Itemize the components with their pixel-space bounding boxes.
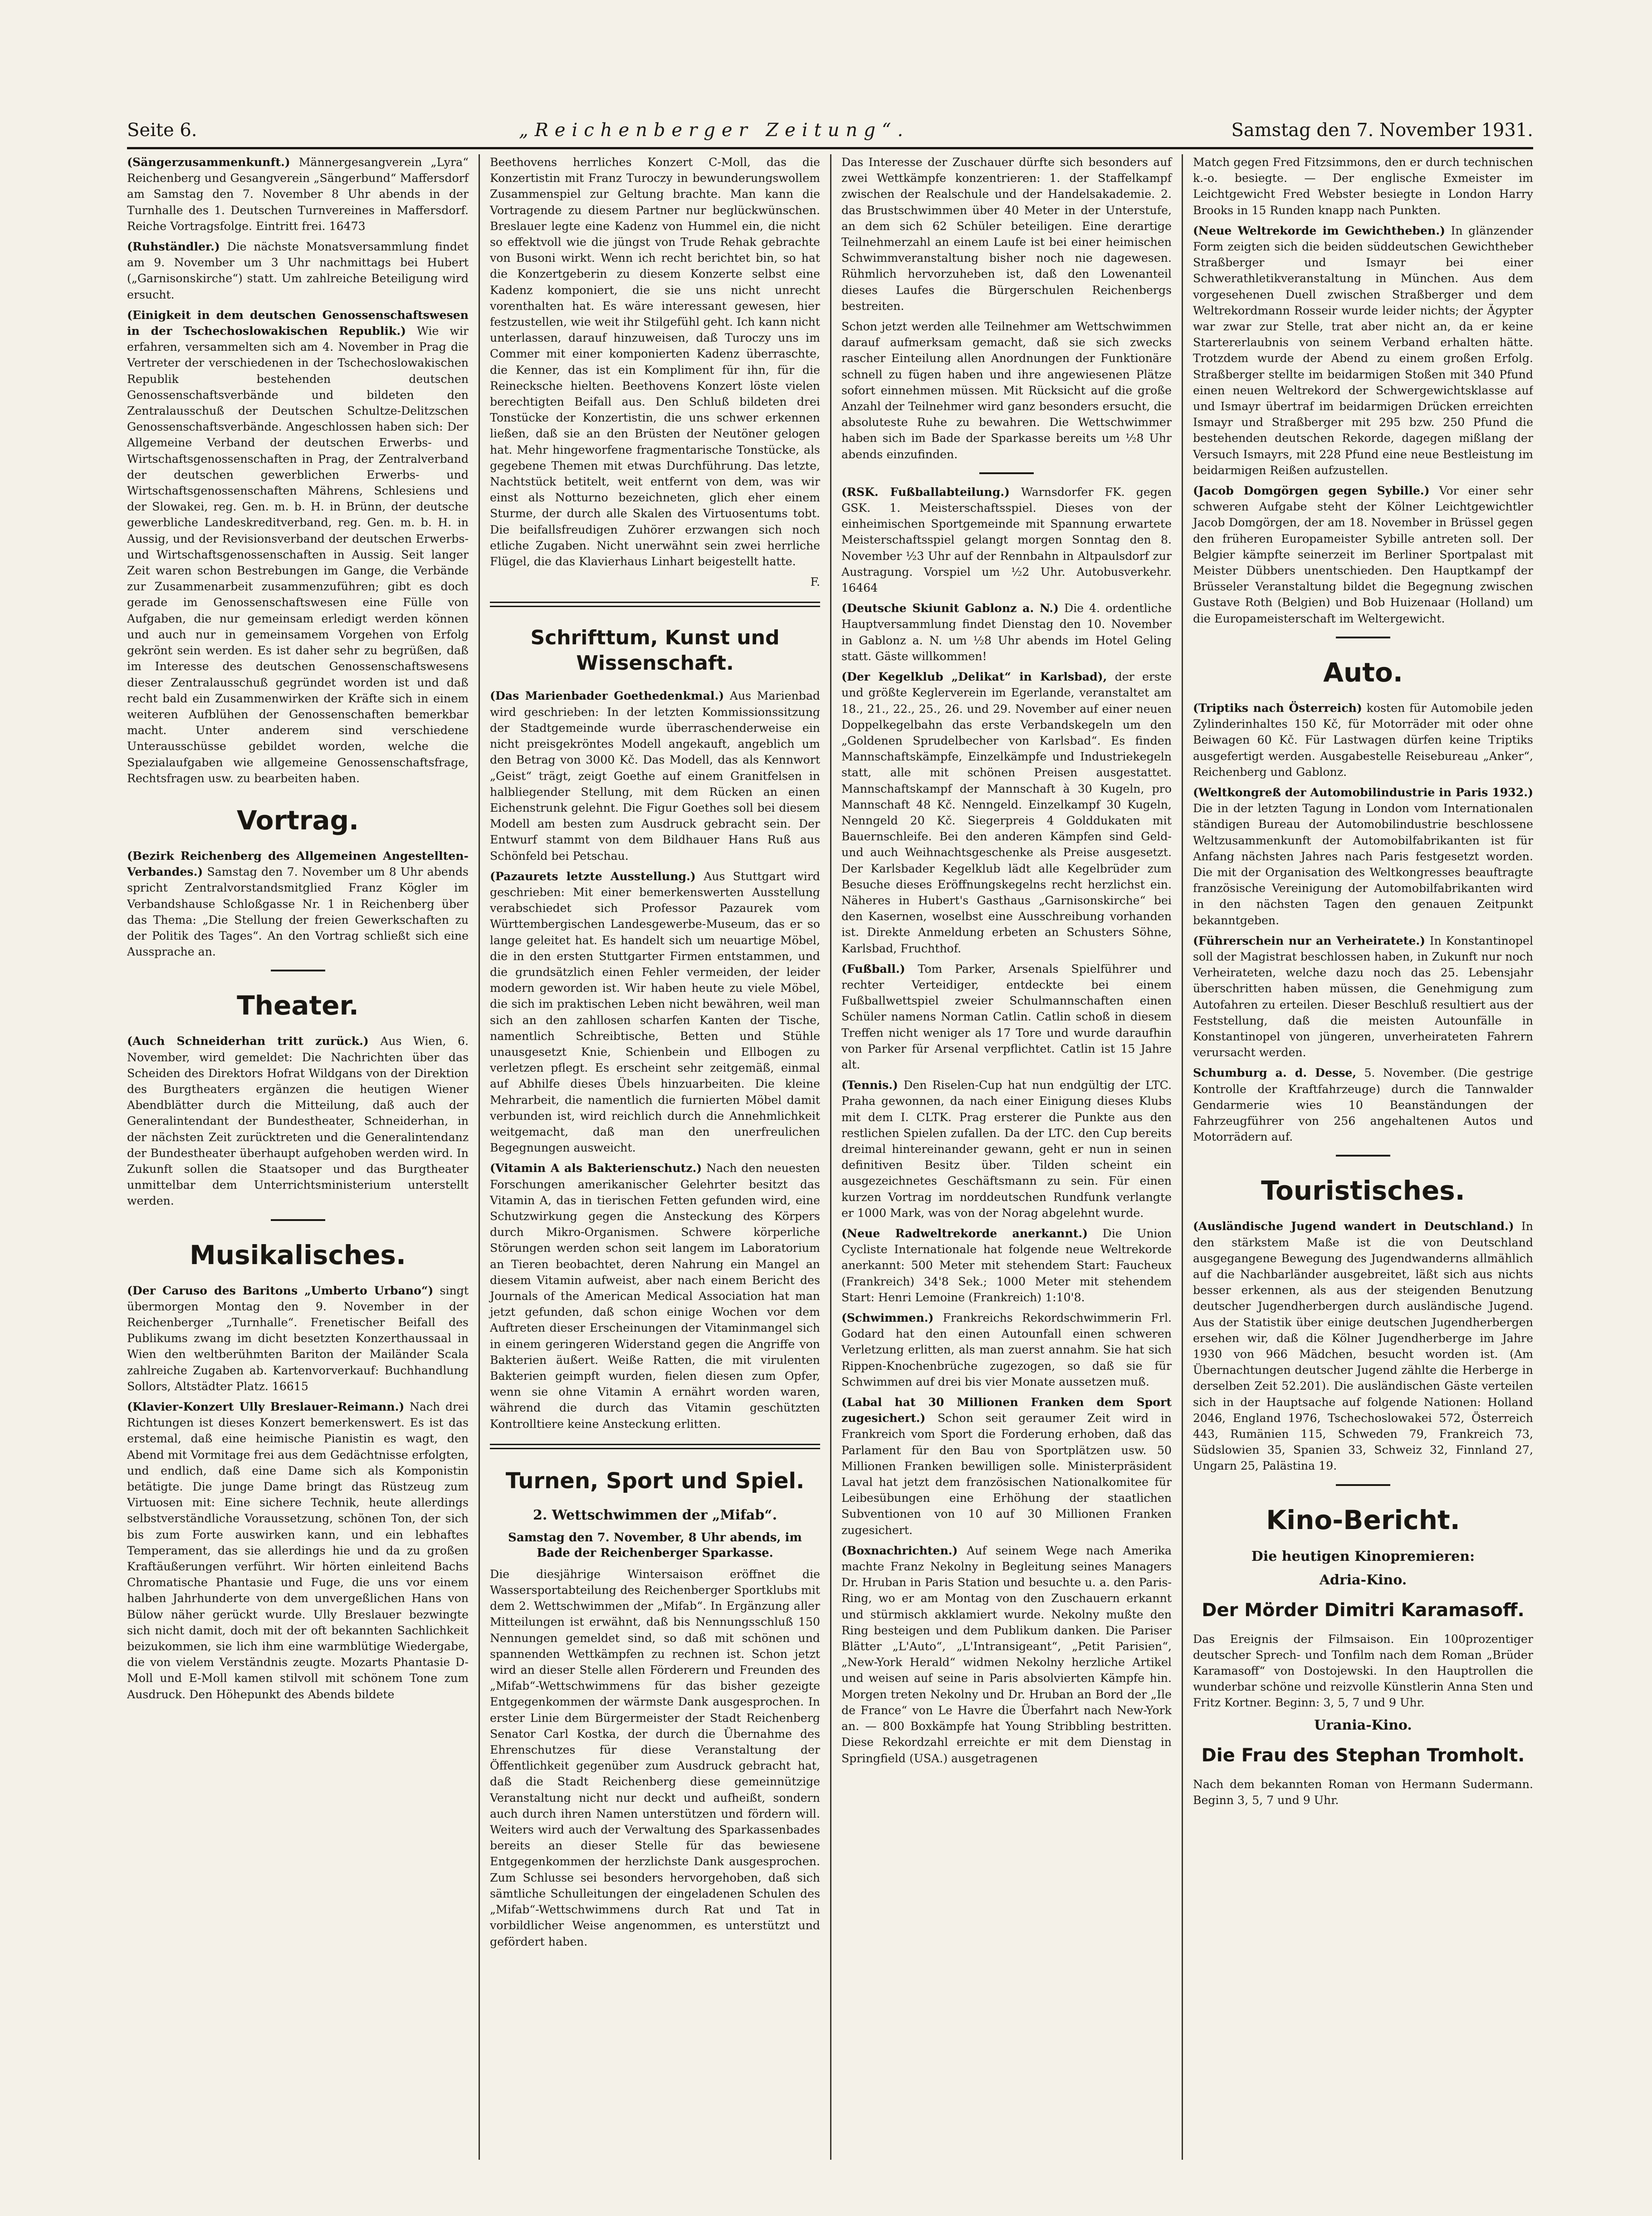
article-heading: (Ruhständler.) — [127, 240, 220, 254]
article-heading: (Neue Weltrekorde im Gewichtheben.) — [1193, 223, 1446, 237]
article-angestellten-verband — [127, 848, 469, 960]
article-text: Die Union Cycliste Internationale hat folgende neue Weltrekorde anerkannt: 500 Meter mit stehendem Start: Faucheux (Frankreich) 34'8 Sek.; 1000 Meter mit stehendem Start: Henri Lemoine (Frankreich) 1:10'8. — [841, 1227, 1172, 1304]
article-domgoergen — [1193, 483, 1533, 627]
article-text: Die 4. ordentliche Hauptversammlung findet Dienstag den 10. November in Gablonz a. N. um ½8 Uhr abends im Hotel Geling statt. Gäste willkommen! — [841, 602, 1172, 663]
divider — [271, 970, 325, 971]
column-4 — [1182, 154, 1533, 2160]
section-heading-auto: Auto. — [1323, 657, 1403, 688]
article-tennis — [841, 1077, 1172, 1221]
article-konzert-continued — [490, 154, 820, 569]
article-heading: (Bezirk Reichenberg des Allgemeinen Angestellten-Verbandes.) — [127, 848, 469, 879]
article-schumburg — [1193, 1065, 1533, 1145]
film-description-tromholt — [1193, 1776, 1533, 1808]
article-text: Aus Wien, 6. November, wird gemeldet: Die Nachrichten über das Scheiden des Direktors Hofrat Wildgans von der Direktion des Burgtheaters ergänzen die heutigen Wiener Abendblätter durch die Mitteilung, daß auch der Generalintendant der Bundestheater, Schneiderhan, in der nächsten Zeit zurücktreten und die Generalintendanz der Bundestheater überhaupt aufgehoben werden wird. In Zukunft sollen die Staatsoper und das Burgtheater unmittelbar dem Unterrichtsministerium unterstellt werden. — [127, 1034, 469, 1208]
article-goethedenkmal — [490, 688, 820, 863]
article-text: Auf seinem Wege nach Amerika machte Franz Nekolny in Begleitung seines Managers Dr. Hruban in Paris Station und besuchte u. a. den Paris-Ring, wo er am Montag von den Zuschauern erkannt und stürmisch akklamiert wurde. Nekolny mußte den Ring besteigen und dem Publikum danken. Die Pariser Blätter „L'Auto“, „L'Intransigeant“, „Petit Parisien“, „New-York Herald“ widmen Nekolny herzliche Artikel und weisen auf seine in Paris absolvierten Kämpfe hin. Morgen treten Nekolny und Dr. Hruban an Bord der „Ile de France“ von Le Havre die Überfahrt nach New-York an. — 800 Boxkämpfe hat Young Stribbling bestritten. Diese Rekordzahl erreichte er mit dem Dienstag in Springfield (USA.) ausgetragenen — [841, 1544, 1172, 1765]
kino-adria: Adria-Kino. — [1319, 1572, 1407, 1588]
article-text: In Konstantinopel soll der Magistrat beschlossen haben, in Zukunft nur noch Verheirateten, welche dazu noch das 25. Lebensjahr überschritten haben müssen, die Genehmigung zum Autofahren zu erteilen. Dieser Beschluß resultiert aus der Feststellung, daß die meisten Autounfälle in Konstantinopel von jüngeren, unverheirateten Fahrern verursacht werden. — [1193, 934, 1533, 1059]
article-heading: (Der Kegelklub „Delikat“ in Karlsbad), — [841, 670, 1107, 684]
article-heading: (Neue Radweltrekorde anerkannt.) — [841, 1226, 1088, 1240]
column-1 — [127, 154, 479, 2160]
divider — [271, 1219, 325, 1221]
article-text: Warnsdorfer FK. gegen GSK. 1. Meisterschaftsspiel. Dieses von der einheimischen Sportgemeinde mit Spannung erwartete Meisterschaftsspiel gelangt morgen Sonntag den 8. November ½3 Uhr auf der Rennbahn in Altpaulsdorf zur Austragung. Vorspiel um ½2 Uhr. Autobusverkehr. 16464 — [841, 485, 1172, 595]
article-text: Die nächste Monatsversammlung findet am 9. November um 3 Uhr nachmittags bei Hubert („Garnisonskirche“) statt. Um zahlreiche Beteiligung wird ersucht. — [127, 240, 469, 301]
article-text: Aus Marienbad wird geschrieben: In der letzten Kommissionssitzung der Stadtgemeinde wurde überraschenderweise ein nicht preisgekröntes Modell angekauft, angeblich um den Betrag von 3000 Kč. Das Modell, das als Kennwort „Geist“ trägt, zeigt Goethe auf einem Granitfelsen in halbliegender Stellung, mit dem Rücken an einen Eichenstrunk gelehnt. Die Figur Goethes soll bei diesem Modell am besten zum Ausdruck gebracht sein. Der Entwurf stammt von dem Bildhauer Hans Ruß aus Schönfeld bei Petschau. — [490, 689, 821, 863]
article-genossenschaftswesen — [127, 307, 469, 786]
kino-subheading: Die heutigen Kinopremieren: — [1251, 1548, 1475, 1564]
newspaper-title: „Reichenberger Zeitung“. — [518, 120, 910, 141]
article-wettschwimmen-continued — [841, 154, 1172, 314]
article-signature: F. — [810, 575, 820, 589]
article-laval-sport — [841, 1394, 1172, 1538]
article-fussballabteilung — [841, 484, 1172, 596]
article-fuehrerschein — [1193, 933, 1533, 1061]
article-heading: (Boxnachrichten.) — [841, 1543, 958, 1557]
article-heading: (Sängerzusammenkunft.) — [127, 155, 290, 169]
article-pazaurek — [490, 868, 820, 1156]
section-heading-turnen: Turnen, Sport und Spiel. — [505, 1468, 805, 1494]
section-heading-schrifttum: Schrifttum, Kunst und Wissenschaft. — [530, 626, 780, 675]
column-3 — [830, 154, 1182, 2160]
article-text: Frankreichs Rekordschwimmerin Frl. Godard hat den einen Autounfall einen schweren Verletzung erlitten, als man zuerst annahm. Sie hat sich Rippen-Knochenbrüche zugezogen, so daß sie für Schwimmen auf drei bis vier Monate aussetzen muß. — [841, 1311, 1172, 1388]
article-text: In glänzender Form zeigten sich die beiden süddeutschen Gewichtheber Straßberger und Ismayr bei einer Schwerathletikveranstaltung in München. Aus dem vorgesehenen Duell zwischen Straßberger und dem Weltrekordmann Rosseir wurde leider nichts; der Ägypter war zwar zur Stelle, trat aber nicht an, da er keine Startererlaubnis von seinem Verband erhalten hätte. Trotzdem wurde der Abend zu einem großen Erfolg. Straßberger stellte im beidarmigen Stoßen mit 340 Pfund einen neuen Weltrekord der Schwergewichtsklasse auf und Ismayr übertraf im beidarmigen Drücken erreichten Ismayr und Straßberger mit 295 bzw. 250 Pfund die bestehenden deutschen Rekorde, dagegen mißlang der Versuch Ismayrs, mit 228 Pfund eine neue Bestleistung im beidarmigen Reißen aufzustellen. — [1193, 224, 1533, 477]
article-heading: (Labal hat 30 Millionen Franken dem Sport zugesichert.) — [841, 1395, 1172, 1425]
article-text: Schon seit geraumer Zeit wird in Frankreich vom Sport die Forderung erhoben, daß das Parlament für den Bau von Sportplätzen usw. 50 Millionen Franken bewilligen solle. Ministerpräsident Laval hat jetzt dem französischen Nationalkomitee für Leibesübungen eine Erhöhung der staatlichen Subventionen von 10 auf 30 Millionen Franken zugesichert. — [841, 1412, 1172, 1537]
divider — [490, 602, 820, 607]
article-weltkongress — [1193, 784, 1533, 928]
article-wettschwimmen — [490, 1566, 820, 1950]
article-ruhestaendler — [127, 239, 469, 303]
article-vitamin-a — [490, 1160, 820, 1432]
article-text: Nach den neuesten Forschungen amerikanischer Gelehrter besitzt das Vitamin A, das in tierischen Fetten gefunden wird, eine Schutzwirkung gegen die Ansteckung des Körpers durch Mikro-Organismen. Schwere körperliche Störungen werden schon seit langem im Laboratorium an Tieren beobachtet, deren Nahrung ein Mangel an diesem Vitamin aufweist, aber nach einem Bericht des Journals of the American Medical Association hat man jetzt gefunden, daß schon einige Wochen vor dem Auftreten dieser Erscheinungen der Vitaminmangel sich in einem geringeren Widerstand gegen die Angriffe von Bakterien äußert. Weiße Ratten, die mit virulenten Bakterien geimpft wurden, fielen diesen zum Opfer, wenn sie ohne Vitamin A ernährt worden waren, während die durch das Vitamin geschützten Kontrolltiere keine Ansteckung erlitten. — [490, 1162, 820, 1431]
article-text: Nach dem bekannten Roman von Hermann Sudermann. Beginn 3, 5, 7 und 9 Uhr. — [1193, 1777, 1533, 1807]
subheading-wettschwimmen: 2. Wettschwimmen der „Mifab“. — [533, 1507, 777, 1523]
article-heading: Schumburg a. d. Desse, — [1193, 1066, 1357, 1080]
kino-urania: Urania-Kino. — [1314, 1717, 1412, 1733]
article-heading: (Ausländische Jugend wandert in Deutschland.) — [1193, 1219, 1514, 1233]
article-heading: (Deutsche Skiunit Gablonz a. N.) — [841, 601, 1059, 615]
divider — [979, 472, 1034, 474]
article-text: Das Ereignis der Filmsaison. Ein 100prozentiger deutscher Sprech- und Tonfilm nach dem Roman „Brüder Karamasoff“ von Dostojewski. In den Hauptrollen die wunderbar schöne und reizvolle Künstlerin Anna Sten und Fritz Kortner. Beginn: 3, 5, 7 und 9 Uhr. — [1193, 1632, 1533, 1710]
article-text: der erste und größte Keglerverein im Egerlande, veranstaltet am 18., 21., 22., 25., 26. und 29. November auf einer neuen Doppelkegelbahn das erste Verbandskegeln um den „Goldenen Sprudelbecher von Karlsbad“. Es finden Mannschaftskämpfe, Einzelkämpfe und Industriekegeln statt, alle mit schönen Preisen ausgestattet. Mannschaftskampf der Mannschaft à 30 Kugeln, pro Mannschaft 48 Kč. Nenngeld. Einzelkampf 30 Kugeln, Nenngeld 20 Kč. Siegerpreis 4 Golddukaten mit Bauernschleife. Bei den anderen Kämpfen sind Geld- und auch Weihnachtsgeschenke als Preise ausgesetzt. Der Karlsbader Kegelklub lädt alle Kegelbrüder zum Besuche dieses Eröffnungskegelns recht herzlichst ein. Näheres in Hubert's Gasthaus „Garnisonskirche“ bei den Kasernen, woselbst eine Ausschreibung vorhanden ist. Direkte Anmeldung erbeten an Schusters Söhne, Karlsbad, Fruchthof. — [841, 670, 1172, 955]
article-skiunion — [841, 600, 1172, 664]
article-text: Die diesjährige Wintersaison eröffnet die Wassersportabteilung des Reichenberger Sportklubs mit dem 2. Wettschwimmen der „Mifab“. In Ergänzung aller Mitteilungen ist erwähnt, daß bis Nennungsschluß 150 Nennungen gemeldet sind, so daß mit schönen und spannenden Wettkämpfen zu rechnen ist. Schon jetzt wird an dieser Stelle allen Förderern und Freunden des „Mifab“-Wettschwimmens für das bisher gezeigte Entgegenkommen der wärmste Dank ausgesprochen. In erster Linie dem Bürgermeister der Stadt Reichenberg Senator Carl Kostka, der durch die Übernahme des Ehrenschutzes für diese Veranstaltung der Öffentlichkeit gegenüber zum Ausdruck gebracht hat, daß die Stadt Reichenberg diese gemeinnützige Veranstaltung nicht nur deckt und aufheißt, sondern auch durch ihren Namen unterstützen und fördern will. Weiters wird auch der Verwaltung des Sparkassenbades bereits an dieser Stelle für das bewiesene Entgegenkommen der herzlichste Dank ausgesprochen. Zum Schlusse sei besonders hervorgehoben, daß sich sämtliche Schulleitungen der eingeladenen Schulen des „Mifab“-Wettschwimmens durch Rat und Tat in vorbildlicher Weise angenommen, es unterstützt und gefördert haben. — [490, 1567, 820, 1948]
article-kegelklub — [841, 669, 1172, 956]
article-text: Männergesangverein „Lyra“ Reichenberg und Gesangverein „Sängerbund“ Maffersdorf am Samstag den 7. November 8 Uhr abends in der Turnhalle des 1. Deutschen Turnvereines in Maffersdorf. Reiche Vortragsfolge. Eintritt frei. 16473 — [127, 156, 469, 233]
article-urbano — [127, 1283, 469, 1394]
article-text: Match gegen Fred Fitzsimmons, den er durch technischen k.-o. besiegte. — Der englische Exmeister im Leichtgewicht Fred Webster besiegte in London Harry Brooks in 15 Runden knapp nach Punkten. — [1193, 156, 1533, 217]
article-heading: (Triptiks nach Österreich) — [1193, 701, 1362, 715]
article-text: Aus Stuttgart wird geschrieben: Mit einer bemerkenswerten Ausstellung verabschiedet sich Professor Pazaurek vom Württembergischen Landesgewerbe-Museum, das er so lange geleitet hat. Es handelt sich um neuartige Möbel, die in den ersten Stuttgarter Firmen entstammen, und die grundsätzlich einen Fehler vermeiden, der leider modern geworden ist. Wir haben heute zu viele Möbel, die sich im praktischen Leben nicht bewähren, weil man sich an den zahllosen scharfen Kanten der Tische, namentlich Schreibtische, Betten und Stühle unausgesetzt Knie, Schienbein und Ellbogen zu verletzen pflegt. Es erscheint sehr zeitgemäß, einmal auf Abhilfe dieses Übels hinzuarbeiten. Die kleine Mehrarbeit, die namentlich die furnierten Möbel damit verbunden ist, wird reichlich durch die Annehmlichkeit weitgemacht, daß man den unerfreulichen Begegnungen ausweicht. — [490, 869, 820, 1155]
article-boxnachrichten — [841, 1543, 1172, 1766]
article-heading: (Der Caruso des Baritons „Umberto Urbano“) — [127, 1283, 434, 1297]
article-heading: (Tennis.) — [841, 1078, 898, 1092]
column-2 — [479, 154, 830, 2160]
divider — [1336, 637, 1390, 638]
issue-date: Samstag den 7. November 1931. — [1231, 120, 1533, 141]
page-number: Seite 6. — [127, 120, 197, 141]
article-heading: (Jacob Domgörgen gegen Sybille.) — [1193, 484, 1430, 498]
subheading-date: Samstag den 7. November, 8 Uhr abends, im Bade der Reichenberger Sparkasse. — [508, 1530, 802, 1560]
article-teilnehmer — [841, 319, 1172, 462]
article-gewichtheben — [1193, 223, 1533, 478]
article-text: Die in der letzten Tagung in London vom Internationalen ständigen Bureau der Automobilindustrie beschlossene Weltzusammenkunft der Automobilfabrikanten ist für Anfang nächsten Jahres nach Paris festgesetzt worden. Die mit der Organisation des Weltkongresses beauftragte französische Vereinigung der Automobilfabrikanten wird in den nächsten Tagen den genauen Zeitpunkt bekanntgeben. — [1193, 802, 1533, 927]
article-text: singt übermorgen Montag den 9. November in der Reichenberger „Turnhalle“. Frenetischer Beifall des Publikums zwang im dicht besetzten Konzerthaussaal in Wien den weltberühmten Bariton der Mailänder Scala zahlreiche Zugaben ab. Kartenvorverkauf: Buchhandlung Sollors, Altstädter Platz. 16615 — [127, 1284, 469, 1393]
film-title-tromholt: Die Frau des Stephan Tromholt. — [1201, 1745, 1525, 1766]
page-header — [127, 109, 1533, 149]
article-triptiks — [1193, 700, 1533, 780]
article-saengerzusammenkunft — [127, 154, 469, 234]
article-columns — [127, 154, 1533, 2160]
article-text: Tom Parker, Arsenals Spielführer und rechter Verteidiger, entdeckte bei einem Fußballwettspiel zweier Schulmannschaften einen Schüler namens Norman Catlin. Catlin schoß in diesem Treffen nicht weniger als 17 Tore und wurde daraufhin von Parker für Arsenal verpflichtet. Catlin ist 15 Jahre alt. — [841, 962, 1172, 1071]
article-heading: (Fußball.) — [841, 961, 905, 976]
article-text: Vor einer sehr schweren Aufgabe steht der Kölner Leichtgewichtler Jacob Domgörgen, der am 18. November in Brüssel gegen den früheren Europameister Sybille antreten soll. Der Belgier kämpfte seinerzeit im Berliner Sportpalast mit Meister Dübbers unentschieden. Den Hauptkampf der Brüsseler Veranstaltung bildet die Begegnung zwischen Gustave Roth (Belgien) und Bob Huizenaar (Holland) um die Europameisterschaft im Weltergewicht. — [1193, 484, 1533, 625]
article-heading: (Pazaurets letzte Ausstellung.) — [490, 869, 696, 883]
article-heading: (Einigkeit in dem deutschen Genossenschaftswesen in der Tschechoslowakischen Republik.) — [127, 308, 469, 338]
article-fussball — [841, 961, 1172, 1073]
article-heading: (Weltkongreß der Automobilindustrie in Paris 1932.) — [1193, 785, 1533, 799]
section-heading-kino: Kino-Bericht. — [1266, 1504, 1460, 1535]
article-heading: (Schwimmen.) — [841, 1311, 934, 1325]
article-text: Samstag den 7. November um 8 Uhr abends spricht Zentralvorstandsmitglied Franz Kögler im Verbandshause Schloßgasse Nr. 1 in Reichenberg über das Thema: „Die Stellung der freien Gewerkschaften zu der Politik des Tages“. An den Vortrag schließt sich eine Aussprache an. — [127, 865, 469, 959]
section-heading-vortrag: Vortrag. — [236, 804, 359, 836]
article-text: Den Riselen-Cup hat nun endgültig der LTC. Praha gewonnen, da nach einer Einigung dieses Klubs mit dem I. CLTK. Prag ersterer die Punkte aus den restlichen Spielen zufallen. Da der LTC. den Cup bereits dreimal hintereinander gewann, geht er nun in seinen definitiven Besitz über. Tilden scheint ein ausgezeichnetes Geschäftsmann zu sein. Für einen kurzen Vortrag im norddeutschen Rundfunk verlangte er 1000 Mark, was von der Norag abgelehnt wurde. — [841, 1079, 1172, 1220]
divider — [1336, 1484, 1390, 1486]
article-heading: (Das Marienbader Goethedenkmal.) — [490, 689, 724, 703]
section-heading-musikalisches: Musikalisches. — [190, 1239, 406, 1270]
article-text: Wie wir erfahren, versammelten sich am 4. November in Prag die Vertreter der verschiedenen in der Tschechoslowakischen Republik bestehenden deutschen Genossenschaftsverbände und bildeten den Zentralausschuß der Deutschen Schultze-Delitzschen Genossenschaftsverbände. Angeschlossen haben sich: Der Allgemeine Verband der deutschen Erwerbs- und Wirtschaftsgenossenschaften in Prag, der Zentralverband der deutschen gewerblichen Erwerbs- und Wirtschaftsgenossenschaften Mährens, Schlesiens und der Slowakei, reg. Gen. m. b. H. in Brünn, der deutsche gewerbliche Landeskreditverband, reg. Gen. m. b. H. in Aussig, und der Revisionsverband der deutschen Erwerbs- und Wirtschaftsgenossenschaften in Aussig. Seit langer Zeit waren schon Bestrebungen im Gange, die Verbände zur Zusammenarbeit zusammenzuführen; gibt es doch gerade im Genossenschaftswesen eine Fülle von Aufgaben, die nur gemeinsam erledigt werden können und auch nur in gemeinsamem Vorgehen von Erfolg gekrönt sein werden. Es ist daher sehr zu begrüßen, daß im Interesse des deutschen Genossenschaftswesens dieser Zentralausschuß gegründet worden ist und daß recht bald ein Zusammenwirken der Kräfte sich in einem weiteren Aufblühen der Genossenschaften bemerkbar macht. Unter anderem sind verschiedene Unterausschüsse gebildet worden, welche die Spezialaufgaben wie allgemeine Genossenschaftsfrage, Rechtsfragen usw. zu bearbeiten haben. — [127, 324, 469, 785]
article-text: In den stärkstem Maße ist die von Deutschland ausgegangene Bewegung des Jugendwanderns allmählich auf die Nachbarländer ausgebreitet, läßt sich aus nichts besser erkennen, als aus der steigenden Benutzung deutscher Jugendherbergen durch ausländische Jugend. Aus der Statistik über einige deutschen Jugendherbergen ersehen wir, daß die Kölner Jugendherberge im Jahre 1930 von 966 Mädchen, besucht worden ist. (Am Übernachtungen deutscher Jugend zählte die Herberge in derselben Zeit 52.201). Die ausländischen Gäste verteilen sich in der Hauptsache auf folgende Nationen: Holland 2046, England 1976, Tschechoslowakei 572, Österreich 443, Rumänien 115, Schweden 79, Frankreich 73, Südslowien 35, Spanien 33, Schweiz 32, Finnland 27, Ungarn 25, Palästina 19. — [1193, 1220, 1533, 1473]
article-text: 5. November. (Die gestrige Kontrolle der Kraftfahrzeuge) durch die Tannwalder Gendarmerie wies 10 Beanständungen der Fahrzeugführer von 256 angehaltenen Autos und Motorrädern auf. — [1193, 1066, 1533, 1144]
article-box-continued — [1193, 154, 1533, 218]
article-heading: (Klavier-Konzert Ully Breslauer-Reimann.) — [127, 1400, 405, 1413]
article-text: Nach drei Richtungen ist dieses Konzert bemerkenswert. Es ist das erstemal, daß eine heimische Pianistin es wagt, den Abend mit Vormitage frei aus dem Gedächtnisse erfolgten, und endlich, daß eine Dame sich als Komponistin betätigte. Die junge Dame bringt das Rüstzeug zum Virtuosen mit: Eine sichere Technik, heute allerdings selbstverständliche Voraussetzung, schönen Ton, der sich bis zum Forte auswirken kann, und ein lebhaftes Temperament, das sie allerdings hie und da zu großen Kraftäußerungen verführt. Wir hörten einleitend Bachs Chromatische Phantasie und Fuge, die uns vor einem halben Jahrhunderte von dem unvergeßlichen Hans von Bülow näher gerückt wurde. Ully Breslauer bezwingte sich nicht damit, doch mit der oft bekannten Sachlichkeit beizukommen, sie lich ihm eine warmblütige Wiedergabe, die von vielem Verständnis zeugte. Mozarts Phantasie D-Moll und E-Moll kamen stilvoll mit schönem Tone zum Ausdruck. Den Höhepunkt des Abends bildete — [127, 1400, 469, 1701]
article-schneiderhan — [127, 1033, 469, 1209]
film-title-karamasoff: Der Mörder Dimitri Karamasoff. — [1202, 1599, 1525, 1621]
article-heading: (Vitamin A als Bakterienschutz.) — [490, 1161, 702, 1175]
divider — [1336, 1155, 1390, 1157]
film-description-karamasoff — [1193, 1631, 1533, 1711]
article-text: Das Interesse der Zuschauer dürfte sich besonders auf zwei Wettkämpfe konzentrieren: 1. der Staffelkampf zwischen der Realschule und der Handelsakademie. 2. das Brustschwimmen über 40 Meter in der Unterstufe, an dem sich 62 Schüler beteiligen. Eine derartige Teilnehmerzahl an einem Laufe ist bei einer heimischen Schwimmveranstaltung bisher noch nie dagewesen. Rühmlich hervorzuheben ist, daß den Lowenanteil dieses Laufes die Bürgerschulen Reichenbergs bestreiten. — [841, 156, 1172, 313]
article-heading: (Auch Schneiderhan tritt zurück.) — [127, 1034, 369, 1048]
section-heading-theater: Theater. — [237, 990, 359, 1021]
article-radweltrekorde — [841, 1226, 1172, 1305]
divider — [490, 1444, 820, 1449]
article-schwimmen — [841, 1310, 1172, 1390]
section-heading-touristisches: Touristisches. — [1261, 1175, 1465, 1206]
article-text: Schon jetzt werden alle Teilnehmer am Wettschwimmen darauf aufmerksam gemacht, daß sie sich zwecks rascher Einteilung allen Anordnungen der Funktionäre schnell zu fügen haben und ihre angewiesenen Plätze sofort einnehmen müssen. Mit Rücksicht auf die große Anzahl der Teilnehmer wird ganz besonders ersucht, die absoluteste Ruhe zu bewahren. Die Wettschwimmer haben sich im Bade der Sparkasse bereits um ½8 Uhr abends einzufinden. — [841, 320, 1172, 461]
article-text: kosten für Automobile jeden Zylinderinhaltes 150 Kč, für Motorräder mit oder ohne Beiwagen 60 Kč. Für Lastwagen dürfen keine Triptiks ausgefertigt werden. Ausgabestelle Reisebureau „Anker“, Reichenberg und Gablonz. — [1193, 701, 1533, 779]
article-text: Beethovens herrliches Konzert C-Moll, das die Konzertistin mit Franz Turoczy in bewunderungswollem Zusammenspiel zur Geltung brachte. Man kann die Vortragende zu diesem Partner nur beglückwünschen. Breslauer legte eine Kadenz von Hummel ein, die nicht so effektvoll wie die jüngst von Trude Rehak gebrachte von Busoni wirkt. Wenn ich recht berichtet bin, so hat die Konzertgeberin zu diesem Konzerte selbst eine Kadenz komponiert, die sie uns nicht unrecht vorenthalten hat. Es wäre interessant gewesen, hier festzustellen, wie weit ihr Stilgefühl geht. Ich kann nicht unterlassen, darauf hinzuweisen, daß Turoczy uns im Commer mit einer komponierten Kadenz überraschte, die Kenner, das ist ein Kompliment für ihn, für die Reinecksche hielten. Beethovens Konzert löste vielen berechtigten Beifall aus. Den Schluß bildeten drei Tonstücke der Konzertistin, die uns schwer erkennen ließen, daß sie an den Brüsten der Neutöner gelogen hat. Mehr hingeworfene fragmentarische Tonstücke, als gegebene Themen mit etwas Durchführung. Das letzte, Nachtstück betitelt, weit entfernt von dem, was wir einst als Notturno bezeichneten, glich eher einem Sturme, der durch alle Skalen des Virtuosentums tobt. Die beifallsfreudigen Zuhörer erzwangen sich noch etliche Zugaben. Nicht unerwähnt sein zwei herrliche Flügel, die das Klavierhaus Linhart beigestellt hatte. — [490, 156, 820, 569]
article-heading: (Führerschein nur an Verheiratete.) — [1193, 933, 1426, 947]
article-breslauer-konzert — [127, 1399, 469, 1702]
article-heading: (RSK. Fußballabteilung.) — [841, 485, 1010, 499]
article-jugendwandern — [1193, 1218, 1533, 1474]
